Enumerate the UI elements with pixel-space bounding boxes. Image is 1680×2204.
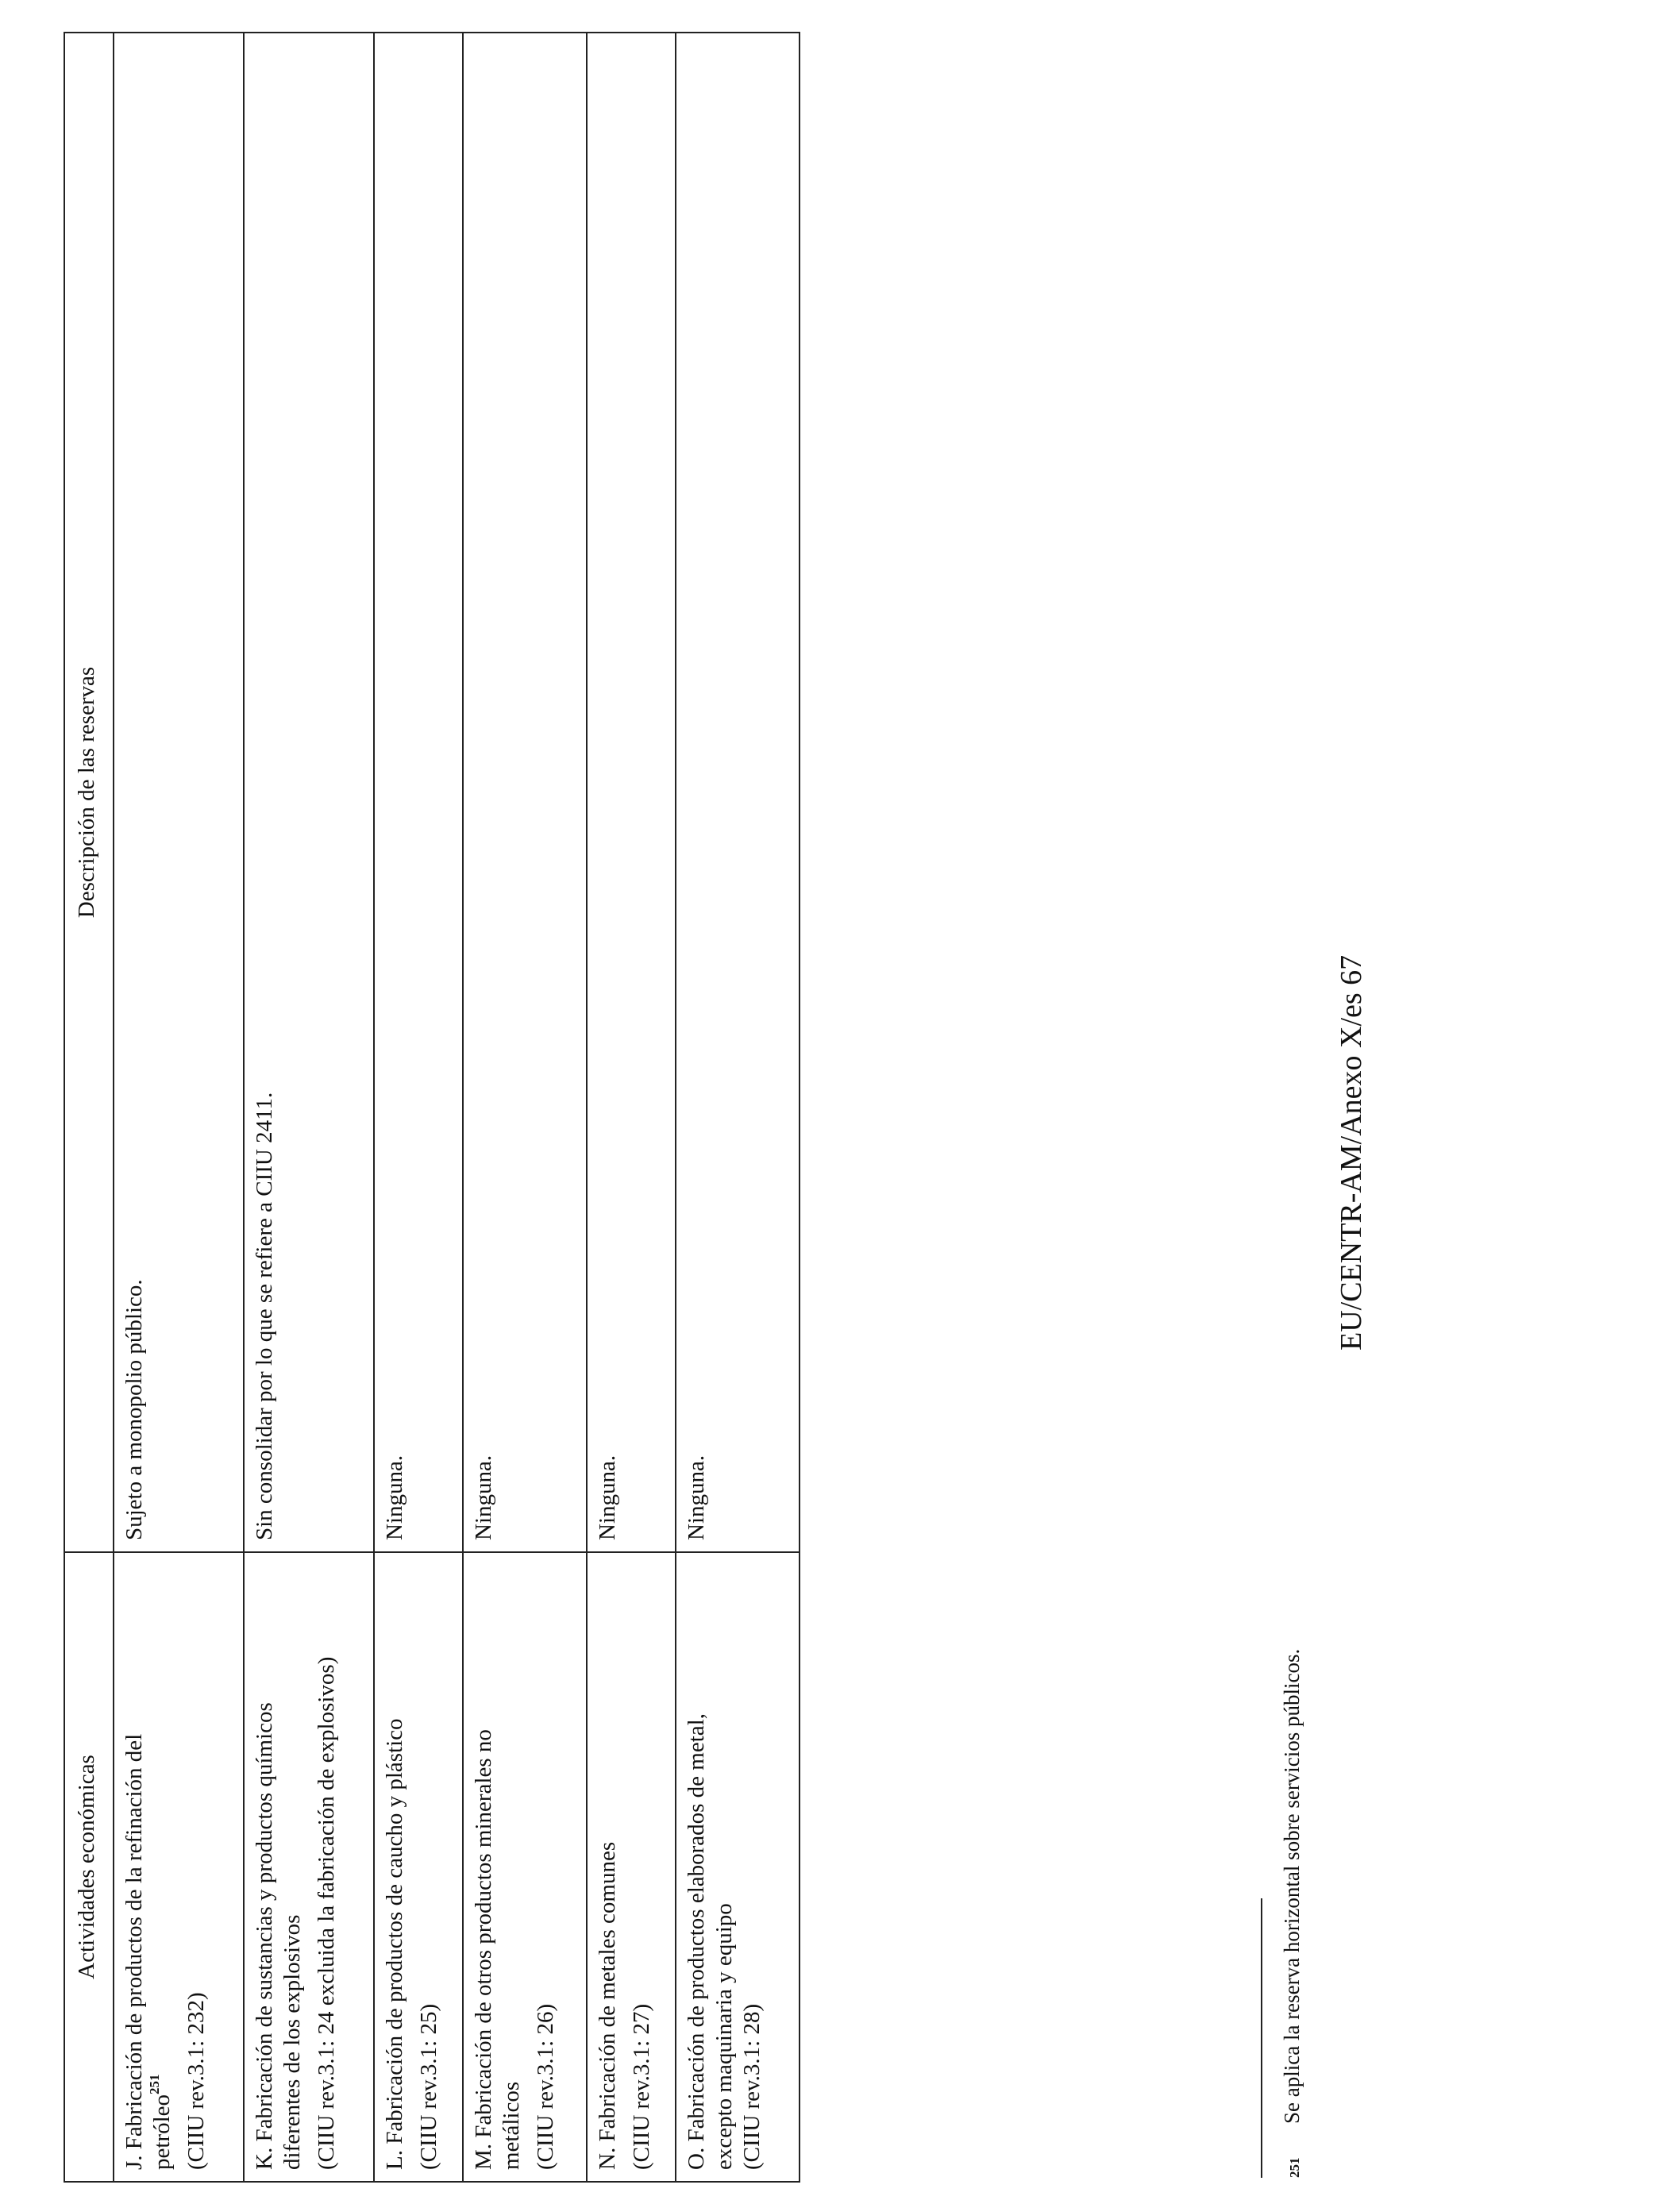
footnote-number: 251 [1287,2157,1302,2178]
description-cell: Ninguna. [676,33,800,1552]
activity-text: O. Fabricación de productos elaborados de metal, [684,1713,709,2170]
table-row [114,33,244,2182]
table-row [676,33,800,2182]
activity-text: metálicos [498,2081,524,2170]
activity-text: J. Fabricación de productos de la refinación del [121,1733,147,2170]
ciiu-code: (CIIU rev.3.1: 25) [415,2003,441,2170]
activity-text: L. Fabricación de productos de caucho y plástico [382,1718,407,2170]
header-activities: Actividades económicas [64,1552,114,2182]
activity-text-cont [148,1562,176,2170]
activity-cell [244,1552,374,2182]
activity-cell [374,1552,463,2182]
ciiu-code: (CIIU rev.3.1: 232) [183,1992,209,2170]
activity-text: M. Fabricación de otros productos minerales no [471,1729,496,2170]
activity-cell [463,1552,587,2182]
activity-text: N. Fabricación de metales comunes [595,1841,620,2170]
footnote [1280,1649,1304,2178]
activity-text: diferentes de los explosivos [279,1914,305,2170]
activity-cell [587,1552,676,2182]
footnote-separator [1261,1898,1262,2178]
footnote-reference: 251 [146,2074,162,2094]
table-row [587,33,676,2182]
table-row [244,33,374,2182]
ciiu-code: (CIIU rev.3.1: 24 excluida la fabricación de explosivos) [313,1656,339,2170]
reservations-table [64,32,800,2183]
activity-text: petróleo [148,2094,175,2170]
table-header-row [64,33,114,2182]
description-cell: Ninguna. [463,33,587,1552]
description-cell: Sujeto a monopolio público. [114,33,244,1552]
table-row [463,33,587,2182]
activity-cell [114,1552,244,2182]
description-cell: Sin consolidar por lo que se refiere a CIIU 2411. [244,33,374,1552]
ciiu-code: (CIIU rev.3.1: 28) [738,2003,765,2170]
description-cell: Ninguna. [374,33,463,1552]
page-reference: EU/CENTR-AM/Anexo X/es 67 [1335,954,1368,1351]
ciiu-code: (CIIU rev.3.1: 26) [532,2003,558,2170]
footnote-text: Se aplica la reserva horizontal sobre servicios públicos. [1280,1648,1304,2124]
ciiu-code: (CIIU rev.3.1: 27) [628,2003,654,2170]
table-row [374,33,463,2182]
activity-cell [676,1552,800,2182]
activity-text: excepto maquinaria y equipo [711,1903,737,2170]
header-description: Descripción de las reservas [64,33,114,1552]
description-cell: Ninguna. [587,33,676,1552]
activity-text: K. Fabricación de sustancias y productos químicos [252,1702,277,2170]
